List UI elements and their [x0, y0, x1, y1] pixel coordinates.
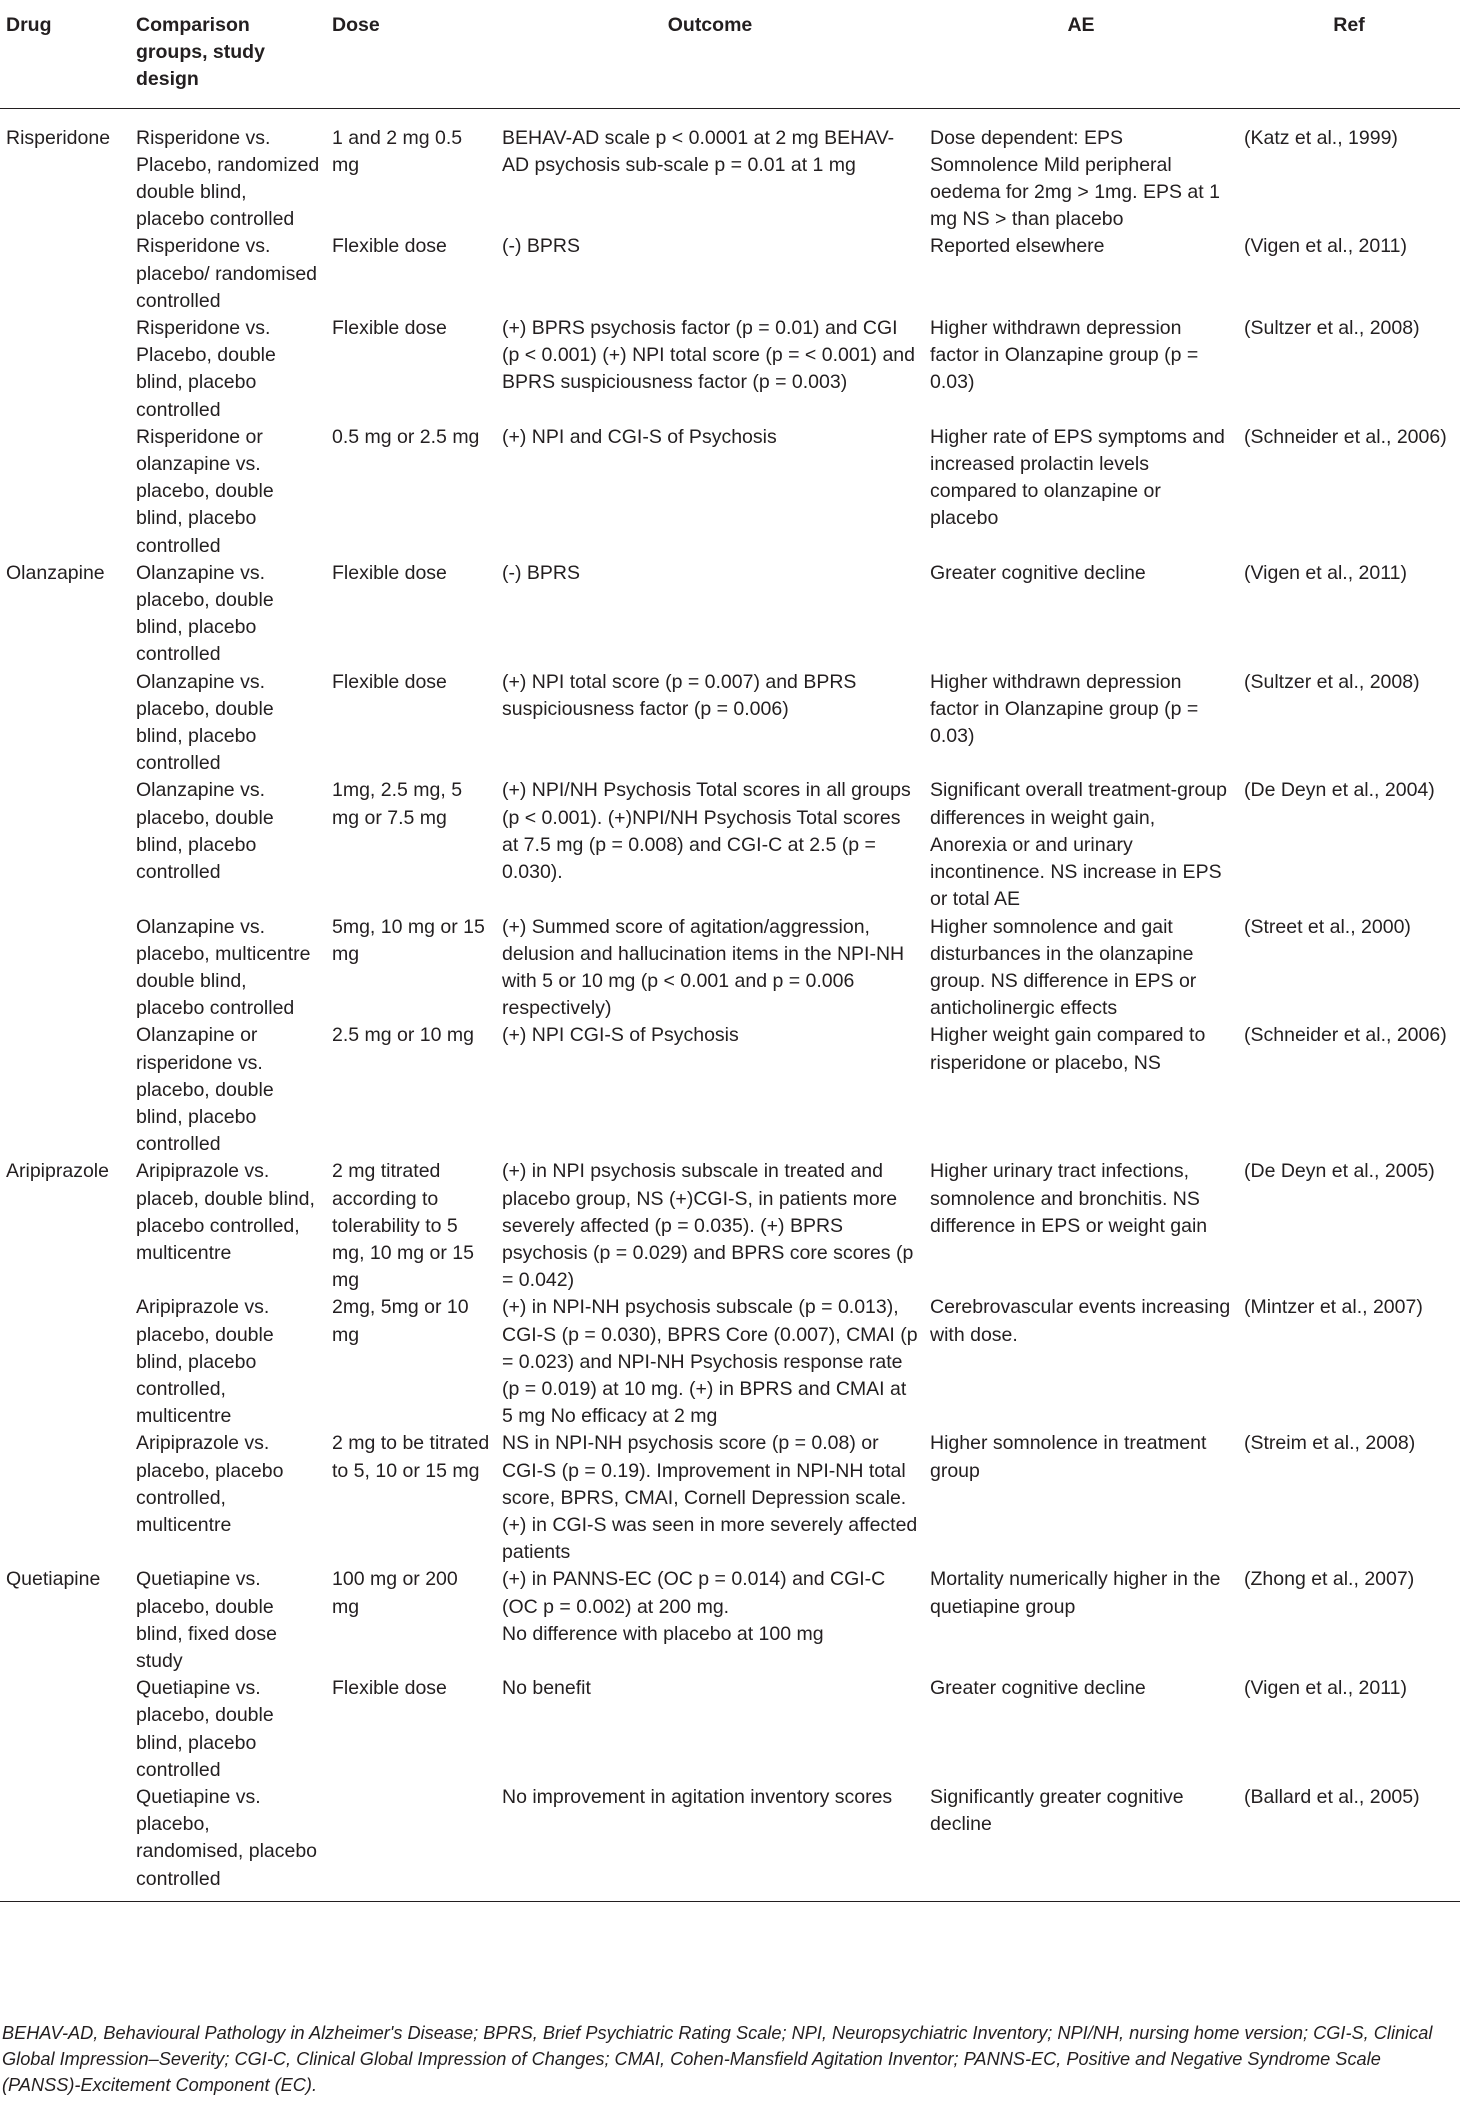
cell-dose-text: 1mg, 2.5 mg, 5 mg or 7.5 mg — [332, 779, 463, 829]
cell-drug — [0, 1566, 130, 1675]
cell-drug — [0, 1022, 130, 1158]
cell-ae-text: Higher urinary tract infections, somnolence and bronchitis. NS difference in EPS or weight gain — [930, 1160, 1208, 1237]
cell-drug-text: Quetiapine — [6, 1568, 101, 1591]
cell-drug — [0, 1675, 130, 1784]
cell-comparison-text: Risperidone or olanzapine vs. placebo, double blind, placebo controlled — [136, 425, 274, 557]
cell-comparison — [130, 1022, 326, 1158]
cell-outcome — [496, 1158, 924, 1294]
cell-dose — [326, 315, 496, 424]
cell-comparison — [130, 1784, 326, 1901]
cell-dose-text: 1 and 2 mg 0.5 mg — [332, 126, 463, 176]
cell-outcome — [496, 108, 924, 233]
cell-ref-text: (Sultzer et al., 2008) — [1244, 670, 1420, 693]
cell-drug-text: Aripiprazole — [6, 1160, 109, 1183]
cell-ref — [1238, 777, 1460, 913]
cell-ref-text: (Mintzer et al., 2007) — [1244, 1296, 1423, 1319]
cell-ref-text: (Vigen et al., 2011) — [1244, 1677, 1407, 1700]
cell-drug — [0, 777, 130, 913]
cell-ref-text: (De Deyn et al., 2004) — [1244, 779, 1435, 802]
cell-drug — [0, 424, 130, 560]
cell-dose-text: Flexible dose — [332, 317, 447, 340]
cell-dose — [326, 1566, 496, 1675]
cell-ae-text: Greater cognitive decline — [930, 1677, 1146, 1700]
cell-ae-text: Higher somnolence in treatment group — [930, 1432, 1207, 1482]
cell-ref — [1238, 1158, 1460, 1294]
cell-ref — [1238, 233, 1460, 315]
cell-outcome-text: (+) BPRS psychosis factor (p = 0.01) and CGI (p < 0.001) (+) NPI total score (p = < 0.001) and BPRS suspiciousness factor (p = 0.003) — [502, 317, 915, 394]
cell-drug — [0, 1158, 130, 1294]
cell-dose — [326, 914, 496, 1023]
cell-outcome-text: NS in NPI-NH psychosis score (p = 0.08) or CGI-S (p = 0.19). Improvement in NPI-NH total score, BPRS, CMAI, Cornell Depression scale. — [502, 1432, 907, 1509]
cell-drug — [0, 560, 130, 669]
cell-comparison — [130, 315, 326, 424]
cell-ref — [1238, 424, 1460, 560]
header-outcome: Outcome — [496, 0, 924, 108]
cell-outcome-text: (+) Summed score of agitation/aggression, delusion and hallucination items in the NPI-NH with 5 or 10 mg (p < 0.001 and p = 0.006 respectively) — [502, 915, 905, 1020]
cell-ae — [924, 914, 1238, 1023]
header-comparison: Comparison groups, study design — [130, 0, 326, 108]
cell-outcome-text: BEHAV-AD scale p < 0.0001 at 2 mg BEHAV-AD psychosis sub-scale p = 0.01 at 1 mg — [502, 126, 895, 176]
cell-ae — [924, 424, 1238, 560]
cell-comparison-text: Olanzapine vs. placebo, double blind, placebo controlled — [136, 670, 274, 775]
cell-outcome-text: (+) in NPI psychosis subscale in treated and placebo group, NS (+)CGI-S, in patients more severely affected (p = 0.035). (+) BPRS psychosis (p = 0.029) and BPRS core scores (p = 0.042) — [502, 1160, 914, 1292]
table-row — [0, 233, 1460, 315]
cell-ae — [924, 1022, 1238, 1158]
cell-drug-text: Olanzapine — [6, 561, 105, 584]
cell-ref-text: (Sultzer et al., 2008) — [1244, 317, 1420, 340]
cell-ae-text: Higher somnolence and gait disturbances in the olanzapine group. NS difference in EPS or anticholinergic effects — [930, 915, 1197, 1020]
table-row — [0, 1430, 1460, 1566]
cell-dose — [326, 424, 496, 560]
cell-ref — [1238, 1566, 1460, 1675]
header-ref: Ref — [1238, 0, 1460, 108]
cell-dose — [326, 1675, 496, 1784]
cell-drug — [0, 1294, 130, 1430]
cell-drug — [0, 108, 130, 233]
cell-outcome — [496, 233, 924, 315]
cell-dose-text: 2mg, 5mg or 10 mg — [332, 1296, 469, 1346]
cell-dose — [326, 1430, 496, 1566]
cell-ref-text: (Streim et al., 2008) — [1244, 1432, 1416, 1455]
cell-comparison — [130, 669, 326, 778]
cell-outcome-text: (+) NPI and CGI-S of Psychosis — [502, 425, 777, 448]
cell-comparison — [130, 1294, 326, 1430]
cell-comparison-text: Olanzapine vs. placebo, double blind, placebo controlled — [136, 779, 274, 884]
cell-drug — [0, 669, 130, 778]
cell-outcome-continued-text: No difference with placebo at 100 mg — [502, 1622, 824, 1645]
cell-outcome — [496, 560, 924, 669]
cell-comparison-text: Aripiprazole vs. placebo, double blind, placebo controlled, multicentre — [136, 1296, 274, 1428]
cell-outcome-continued-text: (+) in CGI-S was seen in more severely affected patients — [502, 1513, 918, 1564]
cell-outcome-text: (+) in NPI-NH psychosis subscale (p = 0.013), CGI-S (p = 0.030), BPRS Core (0.007), CMAI (p = 0.023) and NPI-NH Psychosis response rate (p = 0.019) at 10 mg. (+) in BPRS and CMAI at 5 mg No efficacy at 2 mg — [502, 1296, 918, 1428]
header-drug: Drug — [0, 0, 130, 108]
cell-drug — [0, 233, 130, 315]
cell-ae-text: Higher rate of EPS symptoms and increased prolactin levels compared to olanzapine or placebo — [930, 425, 1225, 530]
cell-ref — [1238, 315, 1460, 424]
cell-ae — [924, 777, 1238, 913]
cell-comparison-text: Quetiapine vs. placebo, randomised, placebo controlled — [136, 1786, 318, 1890]
cell-dose — [326, 108, 496, 233]
cell-dose-text: Flexible dose — [332, 1677, 447, 1700]
cell-drug — [0, 914, 130, 1023]
cell-ae — [924, 1675, 1238, 1784]
cell-comparison — [130, 777, 326, 913]
cell-ref — [1238, 1294, 1460, 1430]
cell-dose — [326, 669, 496, 778]
header-row — [0, 0, 1460, 108]
cell-ae-text: Higher withdrawn depression factor in Olanzapine group (p = 0.03) — [930, 317, 1199, 394]
table-row — [0, 1294, 1460, 1430]
table-row — [0, 424, 1460, 560]
cell-ae — [924, 1158, 1238, 1294]
cell-dose — [326, 233, 496, 315]
cell-ref-text: (Schneider et al., 2006) — [1244, 425, 1447, 448]
cell-ae-text: Dose dependent: EPS Somnolence Mild peripheral oedema for 2mg > 1mg. EPS at 1 mg NS > than placebo — [930, 126, 1220, 231]
cell-ae-text: Reported elsewhere — [930, 235, 1105, 258]
table-row — [0, 669, 1460, 778]
table-row — [0, 315, 1460, 424]
cell-outcome — [496, 424, 924, 560]
cell-comparison — [130, 1675, 326, 1784]
cell-ref-text: (Street et al., 2000) — [1244, 915, 1411, 938]
cell-outcome-text: (+) NPI/NH Psychosis Total scores in all groups (p < 0.001). (+)NPI/NH Psychosis Total scores at 7.5 mg (p = 0.008) and CGI-C at 2.5 (p = 0.030). — [502, 779, 911, 884]
cell-ae — [924, 1784, 1238, 1901]
cell-outcome — [496, 777, 924, 913]
cell-ref — [1238, 1430, 1460, 1566]
cell-ae-text: Significantly greater cognitive decline — [930, 1786, 1184, 1836]
cell-ae-text: Cerebrovascular events increasing with dose. — [930, 1296, 1231, 1346]
cell-ae — [924, 315, 1238, 424]
cell-comparison-text: Olanzapine or risperidone vs. placebo, double blind, placebo controlled — [136, 1024, 274, 1156]
table-row — [0, 914, 1460, 1023]
cell-dose-text: Flexible dose — [332, 561, 447, 584]
cell-outcome-text: (+) NPI CGI-S of Psychosis — [502, 1024, 739, 1047]
cell-outcome-text: No improvement in agitation inventory scores — [502, 1786, 893, 1808]
cell-dose-text: 0.5 mg or 2.5 mg — [332, 425, 480, 448]
cell-dose-text: Flexible dose — [332, 670, 447, 693]
cell-ae-text: Greater cognitive decline — [930, 561, 1146, 584]
cell-ae — [924, 1294, 1238, 1430]
cell-comparison — [130, 1430, 326, 1566]
cell-ae-text: Mortality numerically higher in the quetiapine group — [930, 1568, 1221, 1618]
cell-ref-text: (Vigen et al., 2011) — [1244, 235, 1407, 258]
cell-comparison-text: Quetiapine vs. placebo, double blind, placebo controlled — [136, 1677, 274, 1781]
cell-dose-text: 2 mg titrated according to tolerability to 5 mg, 10 mg or 15 mg — [332, 1160, 474, 1292]
cell-dose-text: 100 mg or 200 mg — [332, 1568, 458, 1618]
table-row — [0, 1784, 1460, 1901]
cell-outcome — [496, 1022, 924, 1158]
cell-ref-text: (Ballard et al., 2005) — [1244, 1786, 1420, 1808]
cell-comparison-text: Quetiapine vs. placebo, double blind, fixed dose study — [136, 1568, 277, 1672]
cell-comparison-text: Risperidone vs. placebo/ randomised controlled — [136, 235, 318, 312]
cell-ref — [1238, 1784, 1460, 1901]
table-row — [0, 1566, 1460, 1675]
cell-ae-text: Higher weight gain compared to risperidone or placebo, NS — [930, 1024, 1206, 1074]
cell-drug-text: Risperidone — [6, 126, 111, 149]
cell-comparison-text: Olanzapine vs. placebo, double blind, placebo controlled — [136, 561, 274, 666]
cell-ref-text: (Schneider et al., 2006) — [1244, 1024, 1447, 1047]
table-row — [0, 777, 1460, 913]
cell-outcome-text: No benefit — [502, 1677, 591, 1700]
cell-ae — [924, 669, 1238, 778]
cell-outcome — [496, 1784, 924, 1901]
cell-comparison — [130, 914, 326, 1023]
cell-ref-text: (Zhong et al., 2007) — [1244, 1568, 1415, 1591]
table-row — [0, 1675, 1460, 1784]
cell-comparison — [130, 233, 326, 315]
header-dose: Dose — [326, 0, 496, 108]
cell-comparison-text: Olanzapine vs. placebo, multicentre double blind, placebo controlled — [136, 915, 311, 1020]
cell-dose-text: 2.5 mg or 10 mg — [332, 1024, 474, 1047]
cell-ref — [1238, 669, 1460, 778]
cell-ref — [1238, 1022, 1460, 1158]
cell-ref-text: (Katz et al., 1999) — [1244, 126, 1398, 149]
cell-outcome-text: (-) BPRS — [502, 561, 580, 584]
cell-comparison-text: Aripiprazole vs. placebo, placebo controlled, multicentre — [136, 1432, 284, 1536]
cell-dose — [326, 1022, 496, 1158]
cell-ae — [924, 1566, 1238, 1675]
cell-ae — [924, 560, 1238, 669]
cell-ref — [1238, 560, 1460, 669]
table-row — [0, 1158, 1460, 1294]
cell-dose-text: 5mg, 10 mg or 15 mg — [332, 915, 485, 965]
cell-comparison — [130, 108, 326, 233]
cell-ae — [924, 233, 1238, 315]
cell-comparison-text: Risperidone vs. Placebo, randomized double blind, placebo controlled — [136, 126, 320, 231]
cell-dose-text: Flexible dose — [332, 235, 447, 258]
cell-ref — [1238, 1675, 1460, 1784]
cell-comparison-text: Aripiprazole vs. placeb, double blind, placebo controlled, multicentre — [136, 1160, 315, 1264]
cell-dose — [326, 1784, 496, 1901]
cell-outcome — [496, 1566, 924, 1675]
cell-outcome — [496, 1430, 924, 1566]
cell-outcome — [496, 1294, 924, 1430]
cell-outcome-text: (+) NPI total score (p = 0.007) and BPRS suspiciousness factor (p = 0.006) — [502, 670, 857, 720]
cell-drug — [0, 1430, 130, 1566]
table-row — [0, 108, 1460, 233]
cell-dose — [326, 777, 496, 913]
cell-ref — [1238, 108, 1460, 233]
table-footnote: BEHAV-AD, Behavioural Pathology in Alzheimer's Disease; BPRS, Brief Psychiatric Rating Scale; NPI, Neuropsychiatric Inventory; NPI/NH, nursing home version; CGI-S, Clinical Global Impression–Severity; CGI-C, Clinical Global Impression of Changes; CMAI, Cohen-Mansfield Agitation Inventor; PANNS-EC, Positive and Negative Syndrome Scale (PANSS)-Excitement Component (EC). — [2, 2023, 1433, 2095]
cell-dose-text: 2 mg to be titrated to 5, 10 or 15 mg — [332, 1432, 490, 1482]
header-ae: AE — [924, 0, 1238, 108]
cell-drug — [0, 315, 130, 424]
cell-dose — [326, 1158, 496, 1294]
cell-outcome — [496, 1675, 924, 1784]
cell-dose — [326, 1294, 496, 1430]
cell-ref-text: (De Deyn et al., 2005) — [1244, 1160, 1435, 1183]
table-row — [0, 560, 1460, 669]
cell-ae-text: Significant overall treatment-group differences in weight gain, Anorexia or and urinary incontinence. NS increase in EPS or total AE — [930, 779, 1227, 911]
table-row — [0, 1022, 1460, 1158]
cell-outcome — [496, 315, 924, 424]
cell-comparison — [130, 1566, 326, 1675]
cell-comparison — [130, 424, 326, 560]
cell-outcome-text: (+) in PANNS-EC (OC p = 0.014) and CGI-C (OC p = 0.002) at 200 mg. — [502, 1568, 886, 1618]
cell-comparison — [130, 560, 326, 669]
cell-ref — [1238, 914, 1460, 1023]
cell-ae — [924, 1430, 1238, 1566]
cell-ref-text: (Vigen et al., 2011) — [1244, 561, 1407, 584]
cell-ae-text: Higher withdrawn depression factor in Olanzapine group (p = 0.03) — [930, 670, 1199, 748]
cell-outcome-text: (-) BPRS — [502, 235, 580, 258]
cell-outcome — [496, 914, 924, 1023]
cell-outcome — [496, 669, 924, 778]
cell-comparison — [130, 1158, 326, 1294]
cell-comparison-text: Risperidone vs. Placebo, double blind, placebo controlled — [136, 317, 276, 421]
cell-ae — [924, 108, 1238, 233]
cell-dose — [326, 560, 496, 669]
cell-drug — [0, 1784, 130, 1901]
